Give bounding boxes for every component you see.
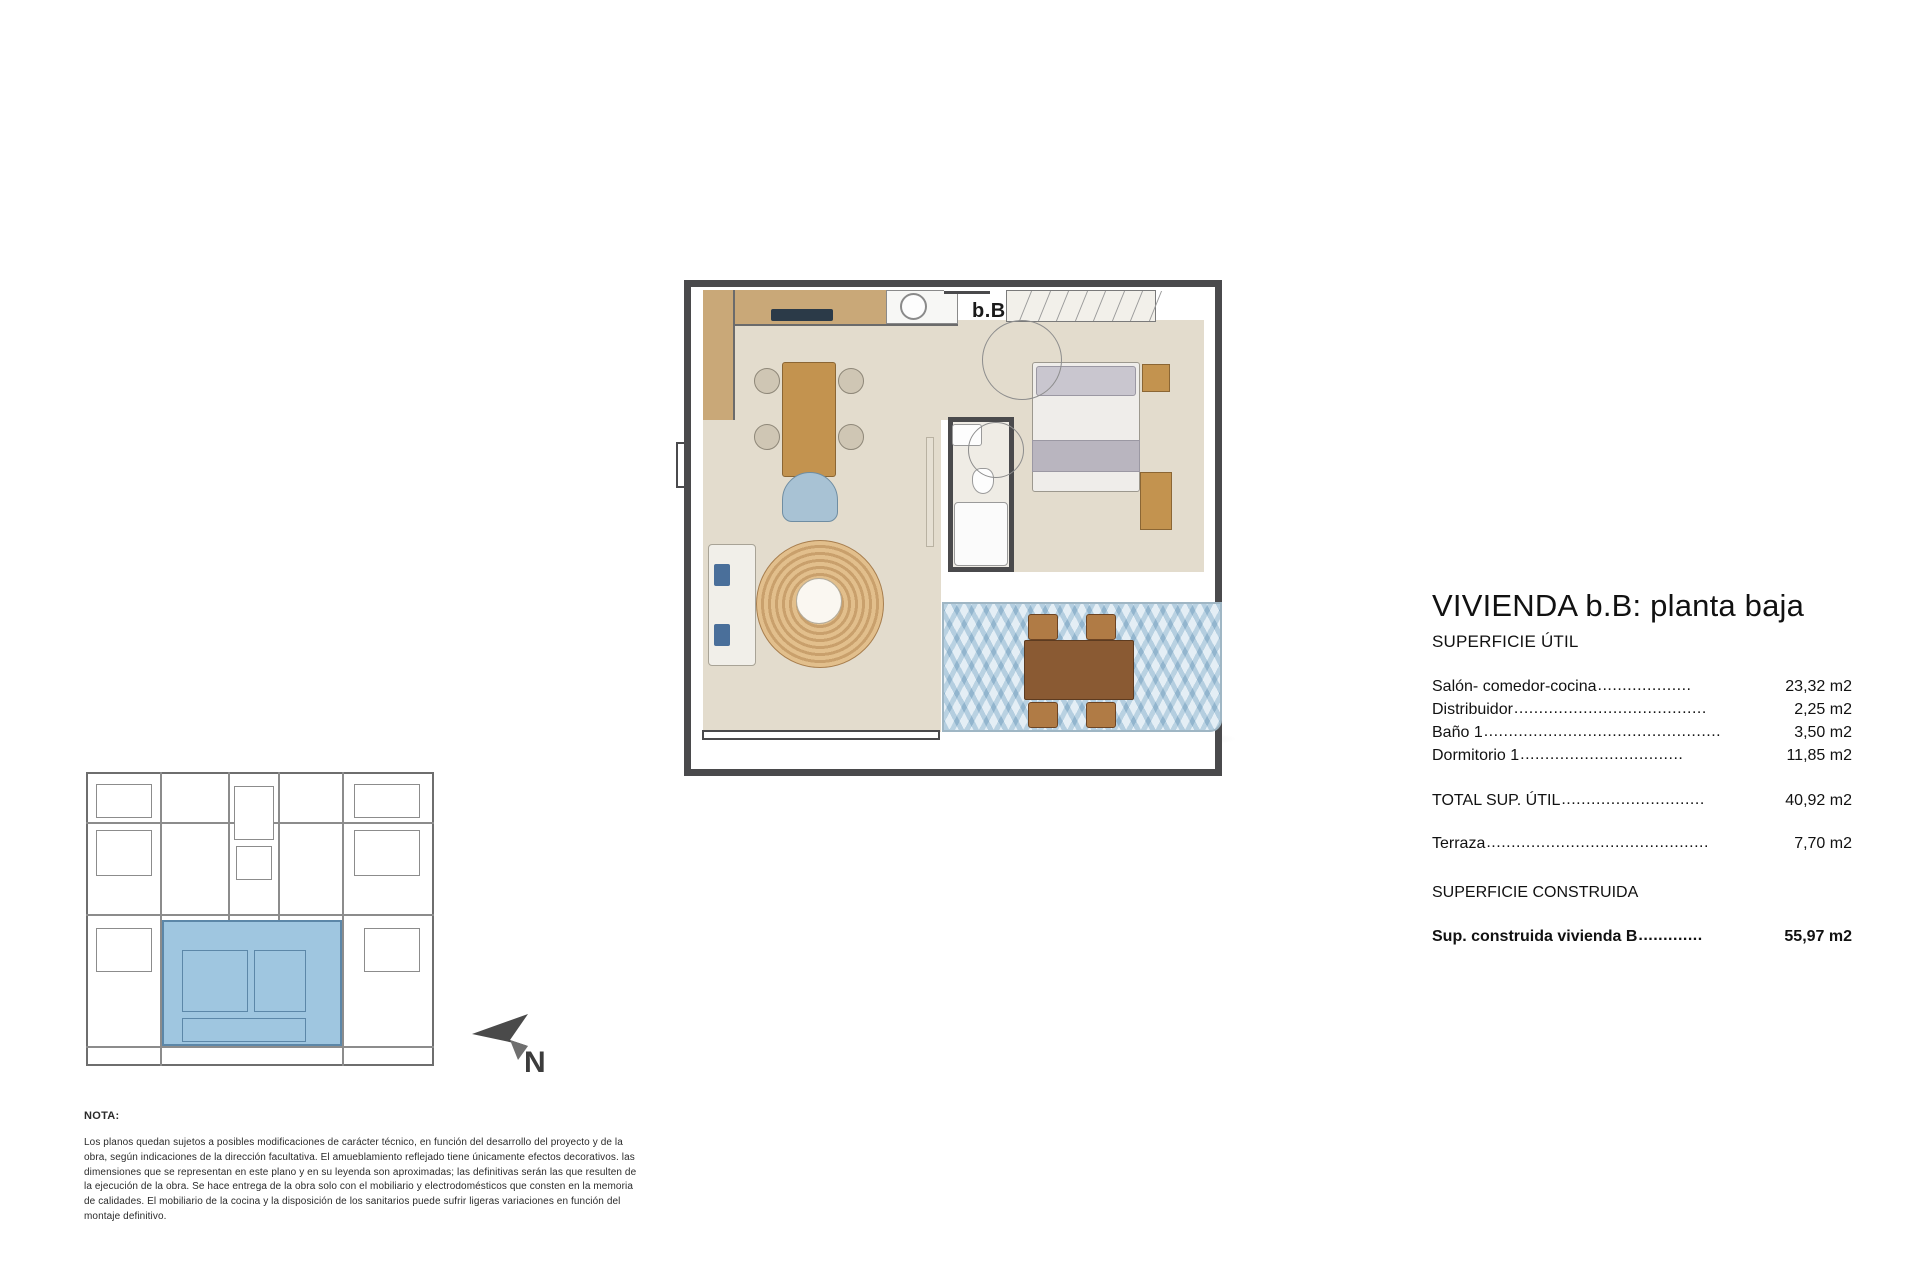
key-plan-line [86, 1046, 434, 1048]
nightstand [1142, 364, 1170, 392]
unit-info-panel [1432, 588, 1852, 951]
sofa-cushion [714, 624, 730, 646]
spacer [1432, 858, 1852, 884]
key-plan-lift [236, 846, 272, 880]
living-window [702, 730, 940, 740]
dining-chair [838, 424, 864, 450]
bathtub-icon [954, 502, 1008, 566]
key-plan-stairs [234, 786, 274, 840]
key-plan-room [254, 950, 306, 1012]
bed-throw [1032, 440, 1140, 472]
key-plan-line [278, 772, 280, 922]
bathroom-door-swing [968, 422, 1024, 478]
page-title: VIVIENDA b.B: planta baja [1432, 588, 1805, 623]
kitchen-hob-icon [771, 309, 833, 321]
dining-chair [838, 368, 864, 394]
key-plan-line [342, 772, 344, 1066]
wardrobe [1006, 290, 1156, 322]
terrace-table [1024, 640, 1134, 700]
terrace-row-value: 7,70 m2 [1794, 835, 1852, 852]
key-plan [78, 762, 458, 1092]
area-row-built [1432, 928, 1852, 946]
spacer [1432, 815, 1852, 835]
dresser [1140, 472, 1172, 530]
area-row-dots: ................................................ [1483, 723, 1722, 740]
floor-plan-drawing [676, 272, 1268, 792]
area-row-value: 3,50 m2 [1794, 724, 1852, 741]
area-row-dots: ................... [1597, 677, 1692, 694]
key-plan-unit [364, 928, 420, 972]
unit-label: b.B [972, 300, 1006, 322]
area-row-name: Dormitorio 1 [1432, 747, 1520, 764]
area-row-name: Distribuidor [1432, 701, 1513, 718]
spacer [1432, 902, 1852, 928]
terrace-row-dots: ............................................. [1486, 834, 1709, 851]
north-arrow [466, 1000, 576, 1090]
sofa-cushion [714, 564, 730, 586]
total-row-name: TOTAL SUP. ÚTIL [1432, 792, 1561, 809]
built-row-name: Sup. construida vivienda B [1432, 928, 1638, 945]
armchair [782, 472, 838, 522]
dining-chair [754, 368, 780, 394]
useful-area-heading: SUPERFICIE ÚTIL [1432, 632, 1579, 651]
terrace-chair [1028, 614, 1058, 640]
dining-table [782, 362, 836, 477]
spacer [1432, 770, 1852, 792]
area-row-bath [1432, 724, 1852, 742]
key-plan-unit [96, 784, 152, 818]
terrace-chair [1086, 702, 1116, 728]
kitchen-window [676, 442, 686, 488]
bedroom-door-swing [982, 320, 1062, 400]
note-title: NOTA: [84, 1110, 120, 1122]
disclaimer-note [84, 1110, 644, 1225]
area-row-dots: ....................................... [1513, 700, 1707, 717]
area-row-hall [1432, 701, 1852, 719]
key-plan-unit [354, 784, 420, 818]
terrace-row-name: Terraza [1432, 835, 1486, 852]
built-area-heading: SUPERFICIE CONSTRUIDA [1432, 884, 1639, 901]
total-row-value: 40,92 m2 [1785, 792, 1852, 809]
area-row-living [1432, 678, 1852, 696]
north-arrow-icon [466, 1000, 576, 1090]
area-row-value: 23,32 m2 [1785, 678, 1852, 695]
area-row-total [1432, 792, 1852, 810]
area-row-terrace [1432, 835, 1852, 853]
built-row-dots: ............. [1638, 927, 1703, 944]
area-row-bedroom [1432, 747, 1852, 765]
kitchen-sink-icon [900, 293, 927, 320]
hall-mirror [926, 437, 934, 547]
key-plan-room [182, 950, 248, 1012]
kitchen-counter-left [703, 290, 735, 420]
north-label: N [524, 1046, 546, 1079]
terrace-chair [1086, 614, 1116, 640]
dining-chair [754, 424, 780, 450]
total-row-dots: ............................. [1561, 791, 1705, 808]
built-row-value: 55,97 m2 [1784, 928, 1852, 945]
area-row-name: Baño 1 [1432, 724, 1483, 741]
area-row-dots: ................................. [1520, 746, 1684, 763]
key-plan-unit [96, 830, 152, 876]
key-plan-line [86, 914, 434, 916]
coffee-table [796, 578, 842, 624]
terrace-chair [1028, 702, 1058, 728]
sofa [708, 544, 756, 666]
area-row-value: 11,85 m2 [1786, 747, 1852, 764]
key-plan-highlighted-unit [162, 920, 342, 1046]
key-plan-unit [354, 830, 420, 876]
note-body: Los planos quedan sujetos a posibles modificaciones de carácter técnico, en función del desarrollo del proyecto y de la obra, según indicaciones de la dirección facultativa. El amueblamiento reflejado tiene únicamente efectos decorativos. las dimensiones que se representan en este plano y en su leyenda son aproximadas; las definitivas serán las que resulten de la ejecución de la obra. Se hace entrega de la obra solo con el mobiliario y electrodomésticos que consten en la memoria de calidades. El mobiliario de la cocina y la disposición de los sanitarios puede sufrir ligeras variaciones en función del montaje definitivo. [84, 1137, 637, 1222]
key-plan-room [182, 1018, 306, 1042]
area-row-name: Salón- comedor-cocina [1432, 678, 1597, 695]
area-row-value: 2,25 m2 [1794, 701, 1852, 718]
entrance-door [944, 284, 990, 294]
key-plan-unit [96, 928, 152, 972]
key-plan-line [228, 772, 230, 922]
